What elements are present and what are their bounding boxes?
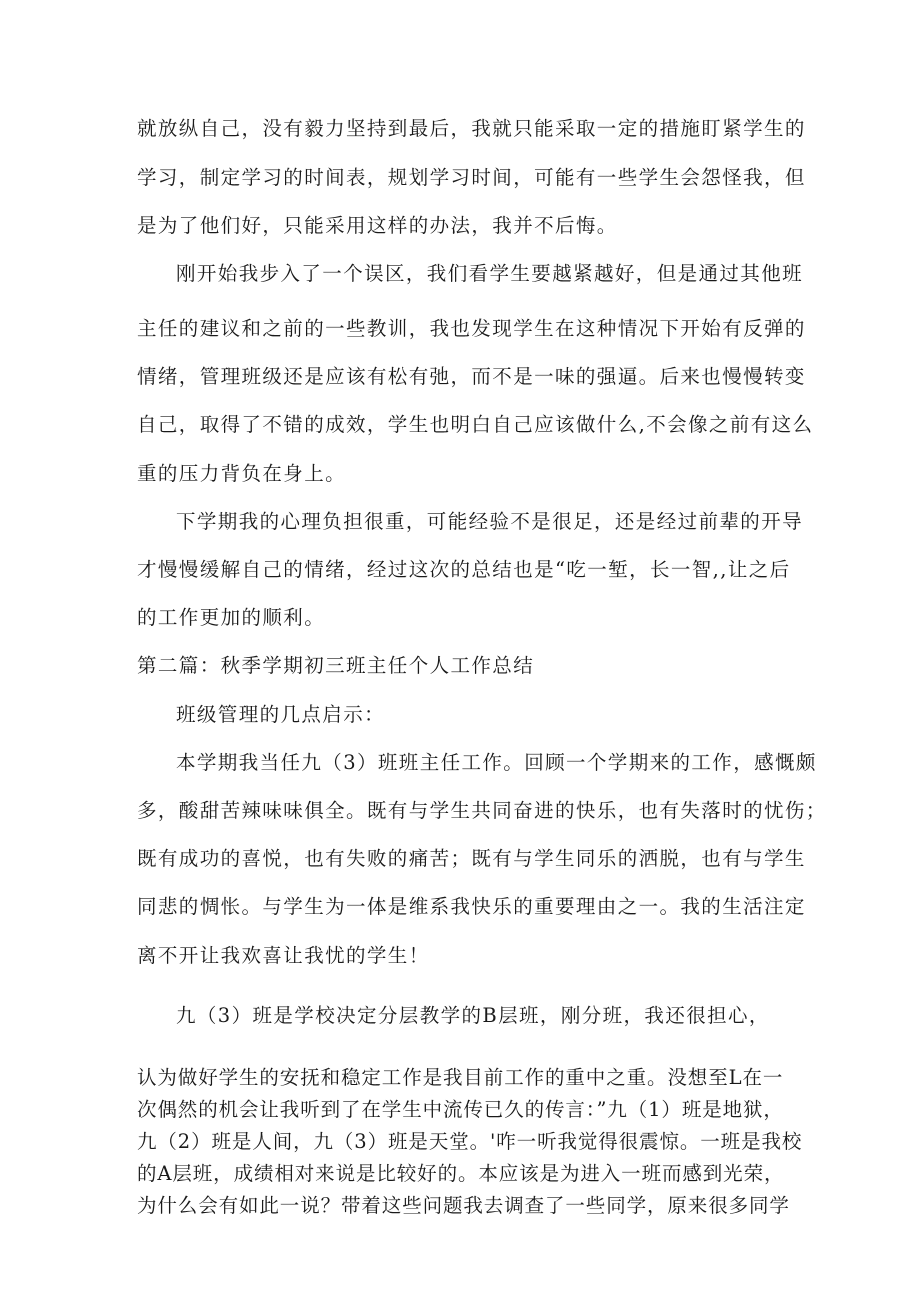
paragraph-line: 班级管理的几点启示： — [176, 703, 386, 726]
paragraph-line: 主任的建议和之前的一些教训，我也发现学生在这种情况下开始有反弹的 — [137, 317, 806, 340]
paragraph-line: 次偶然的机会让我听到了在学生中流传已久的传言：”九（1）班是地狱， — [137, 1098, 784, 1121]
paragraph-line: 的A层班，成绩相对来说是比较好的。本应该是为进入一班而感到光荣， — [137, 1162, 785, 1185]
section-heading: 第二篇：秋季学期初三班主任个人工作总结 — [137, 654, 535, 677]
paragraph-line: 既有成功的喜悦，也有失败的痛苦；既有与学生同乐的洒脱，也有与学生 — [137, 847, 806, 870]
paragraph-line: 刚开始我步入了一个误区，我们看学生要越紧越好，但是通过其他班 — [176, 262, 804, 285]
paragraph-line: 的工作更加的顺利。 — [137, 606, 326, 629]
paragraph-line: 重的压力背负在身上。 — [137, 462, 347, 485]
paragraph-line: 情绪，管理班级还是应该有松有弛，而不是一味的强逼。后来也慢慢转变 — [137, 365, 806, 388]
paragraph-line: 本学期我当任九（3）班班主任工作。回顾一个学期来的工作，感慨颇 — [176, 751, 817, 774]
paragraph-line: 为什么会有如此一说？带着这些问题我去调查了一些同学，原来很多同学 — [137, 1194, 790, 1217]
paragraph-line: 学习，制定学习的时间表，规划学习时间，可能有一些学生会怨怪我，但 — [137, 166, 806, 189]
paragraph-line: 多，酸甜苦辣味味俱全。既有与学生共同奋进的快乐，也有失落时的忧伤； — [137, 799, 827, 822]
paragraph-line: 认为做好学生的安抚和稳定工作是我目前工作的重中之重。没想至L在一 — [137, 1066, 784, 1089]
paragraph-line: 才慢慢缓解自己的情绪，经过这次的总结也是“吃一堑，长一智,,让之后 — [137, 558, 791, 581]
paragraph-line: 就放纵自己，没有毅力坚持到最后，我就只能采取一定的措施盯紧学生的 — [137, 117, 806, 140]
paragraph-line: 九（2）班是人间，九（3）班是天堂。'咋一听我觉得很震惊。一班是我校 — [137, 1130, 803, 1153]
paragraph-line: 下学期我的心理负担很重，可能经验不是很足，还是经过前辈的开导 — [176, 510, 804, 533]
paragraph-line: 离不开让我欢喜让我忧的学生！ — [137, 944, 430, 967]
paragraph-line: 九（3）班是学校决定分层教学的B层班，刚分班，我还很担心， — [176, 1004, 770, 1027]
paragraph-line: 同悲的惆怅。与学生为一体是维系我快乐的重要理由之一。我的生活注定 — [137, 895, 806, 918]
paragraph-line: 自己，取得了不错的成效，学生也明白自己应该做什么,不会像之前有这么 — [137, 413, 814, 436]
paragraph-line: 是为了他们好，只能采用这样的办法，我并不后悔。 — [137, 214, 618, 237]
